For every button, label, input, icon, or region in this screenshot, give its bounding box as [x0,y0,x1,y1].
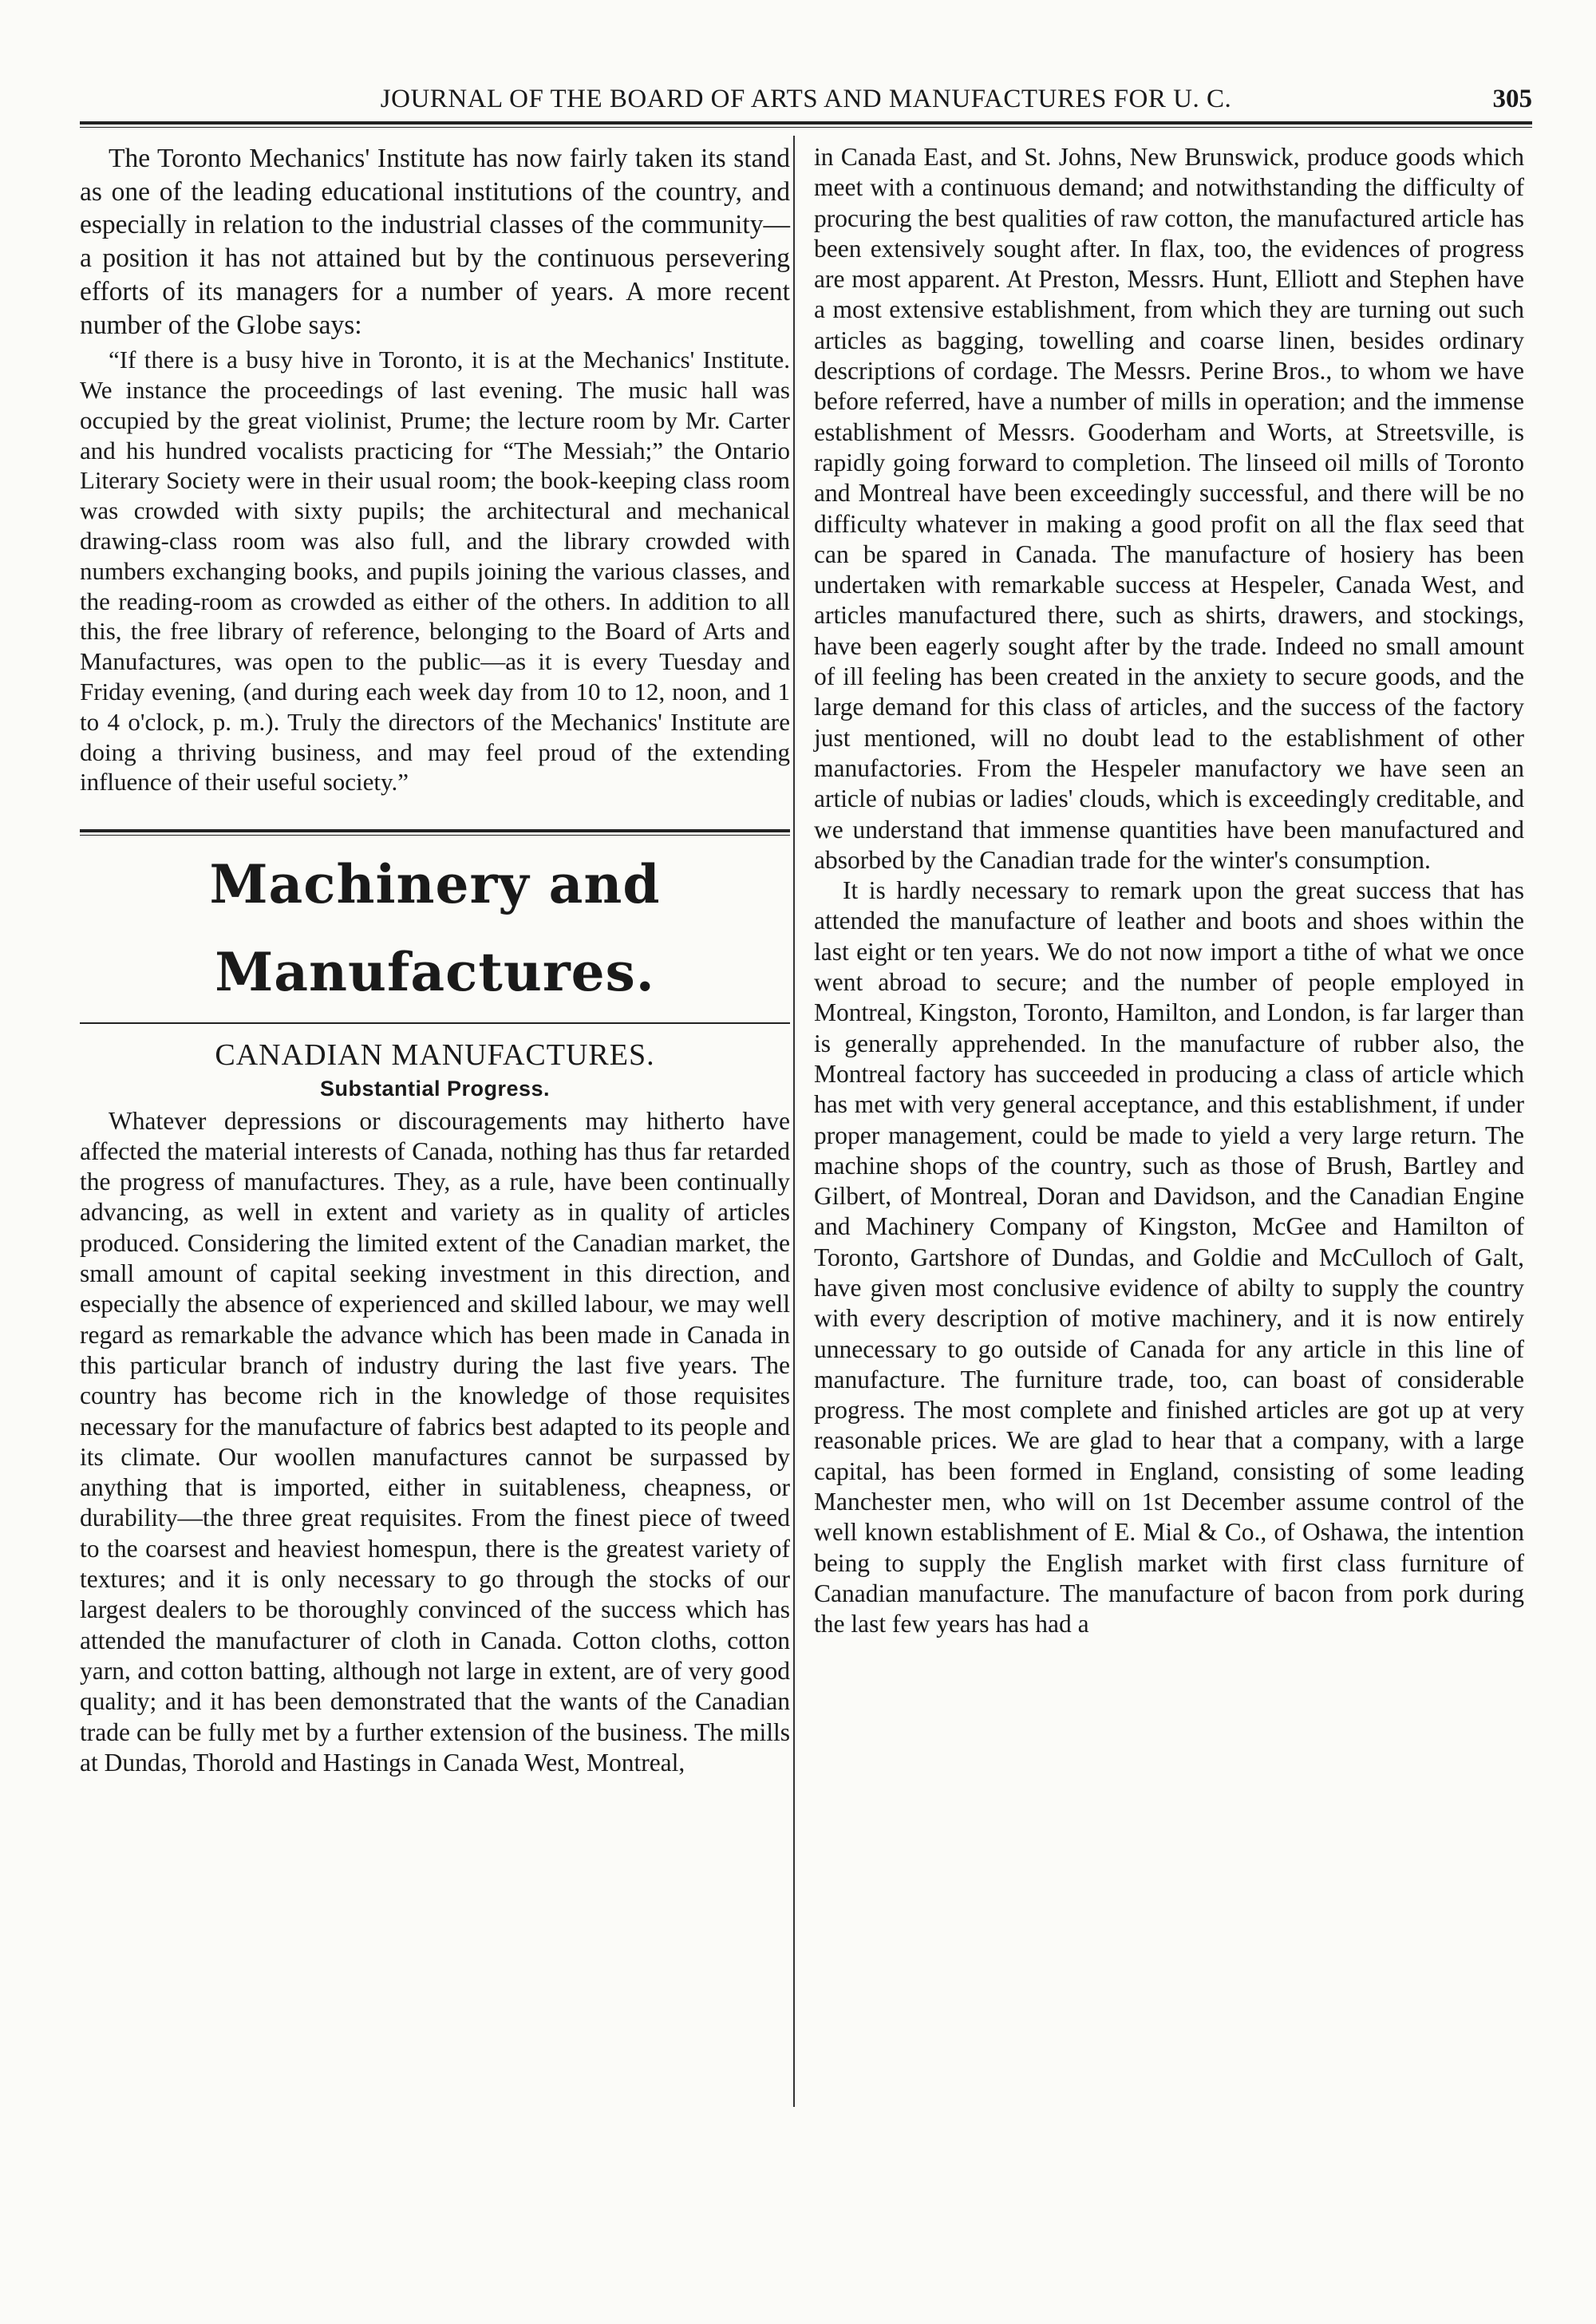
article-subtitle: Substantial Progress. [319,1077,551,1101]
article-title: CANADIAN MANUFACTURES. [215,1038,655,1073]
page-number: 305 [1492,85,1532,113]
left-column [80,142,790,1778]
article-body-block [80,1106,790,1779]
section-rule-top [80,829,790,836]
intro-paragraph: The Toronto Mechanics' Institute has now fairly taken its stand as one of the leading educational institutions of the country, and especially in relation to the industrial classes of the community—a position it has not attained but by the continuous persevering efforts of its managers for a number of years. A more recent number of the Globe says: [80,144,790,340]
article-body-paragraph: Whatever depressions or discouragements may hitherto have affected the material interests of Canada, nothing has thus far retarded the progress of manufactures. They, as a rule, have been continually advancing, as well in extent and variety as in quality of articles produced. Considering the limited extent of the Canadian market, the small amount of capital seeking investment in this direction, and especially the absence of experienced and skilled labour, we may well regard as remarkable the advance which has been made in Canada in this particular branch of industry during the last five years. The country has become rich in the knowledge of those requisites necessary for the manufacture of fabrics best adapted to its people and its climate. Our woollen manufactures cannot be surpassed by anything that is imported, either in suitableness, cheapness, or durability—the three great requisites. From the finest piece of tweed to the coarsest and heaviest homespun, there is the greatest variety of textures; and it is only necessary to go through the stocks of our largest dealers to be thoroughly convinced of the success which has attended the manufacturer of cloth in Canada. Cotton cloths, cotton yarn, and cotton batting, although not large in extent, are of very good quality; and it has been demonstrated that the wants of the Canadian trade can be fully met by a further extension of the business. The mills at Dundas, Thorold and Hastings in Canada West, Montreal, [80,1106,790,1777]
column-divider [793,136,795,2107]
leather-paragraph: It is hardly necessary to remark upon the great success that has attended the manufacture of leather and boots and shoes within the last eight or ten years. We do not now import a tithe of what we once went abroad to secure; and the number of people employed in Montreal, Kingston, Toronto, Hamilton, and London, is far larger than is generally apprehended. In the manufacture of rubber also, the Montreal factory has succeeded in producing a class of article which has met with very general acceptance, and this establishment, if under proper management, could be made to yield a very large return. The machine shops of the country, such as those of Brush, Bartley and Gilbert, of Montreal, Doran and Davidson, and the Canadian Engine and Machinery Company of Kingston, McGee and Hamilton of Toronto, Gartshore of Dundas, and Goldie and McCulloch of Galt, have given most conclusive evidence of abilty to supply the country with every description of motive machinery, and it is now entirely unnecessary to go outside of Canada for any article in this line of manufacture. The furniture trade, too, can boast of considerable progress. The most complete and finished articles are got up at very reasonable prices. We are glad to hear that a company, with a large capital, has been formed in England, consisting of some leading Manchester men, who will on 1st December assume control of the well known establishment of E. Mial & Co., of Oshawa, the intention being to supply the English market with first class furniture of Canadian manufacture. The manufacture of bacon from pork during the last few years has had a [814,876,1524,1638]
right-column [814,142,1524,1640]
intro-paragraph-block [80,142,790,342]
section-title: Machinery and Manufactures. [209,853,661,1004]
section-rule-bottom [80,1022,790,1024]
globe-quote: “If there is a busy hive in Toronto, it is at the Mechanics' Institute. We instance the proceedings of last evening. The music hall was occupied by the great violinist, Prume; the lecture room by Mr. Carter and his hundred vocalists practicing for “The Messiah;” the Ontario Literary Society were in their usual room; the book-keeping class room was crowded with sixty pupils; the architectural and mechanical drawing-class room was also full, and the library crowded with numbers exchanging books, and pupils joining the various classes, and the reading-room as crowded as either of the others. In addition to all this, the free library of reference, belonging to the Board of Arts and Manufactures, was open to the public—as it is every Tuesday and Friday evening, (and during each week day from 10 to 12, noon, and 1 to 4 o'clock, p. m.). Truly the directors of the Mechanics' Institute are doing a thriving business, and may feel proud of the extending influence of their useful society.” [80,346,790,796]
globe-quote-block [80,345,790,797]
continued-paragraph: in Canada East, and St. Johns, New Brunswick, produce goods which meet with a continuous demand; and notwithstanding the difficulty of procuring the best qualities of raw cotton, the manufactured article has been extensively sought after. In flax, too, the evidences of progress are most apparent. At Preston, Messrs. Hunt, Elliott and Stephen have a most extensive establishment, from which they are turning out such articles as bagging, towelling and coarse linen, besides ordinary descriptions of cordage. The Messrs. Perine Bros., to whom we have before referred, have a number of mills in operation; and the immense establishment of Messrs. Gooderham and Worts, at Streetsville, is rapidly going forward to completion. The linseed oil mills of Toronto and Montreal have been exceedingly successful, and there will be no difficulty whatever in making a good profit on all the flax seed that can be spared in Canada. The manufacture of hosiery has been undertaken with remarkable success at Hespeler, Canada West, and articles manufactured there, such as shirts, drawers, and stockings, have been eagerly sought after by the trade. Indeed no small amount of ill feeling has been created in the anxiety to secure goods, and the large demand for this class of articles, and the success of the factory just mentioned, will no doubt lead to the establishment of other manufactories. From the Hespeler manufactory we have seen an article of nubias or ladies' clouds, which is exceedingly creditable, and we understand that immense quantities have been manufactured and absorbed by the Canadian trade for the winter's consumption. [814,143,1524,874]
journal-title: JOURNAL OF THE BOARD OF ARTS AND MANUFACTURES FOR U. C. [380,85,1232,113]
page-header [80,81,1532,121]
header-rule [80,121,1532,128]
